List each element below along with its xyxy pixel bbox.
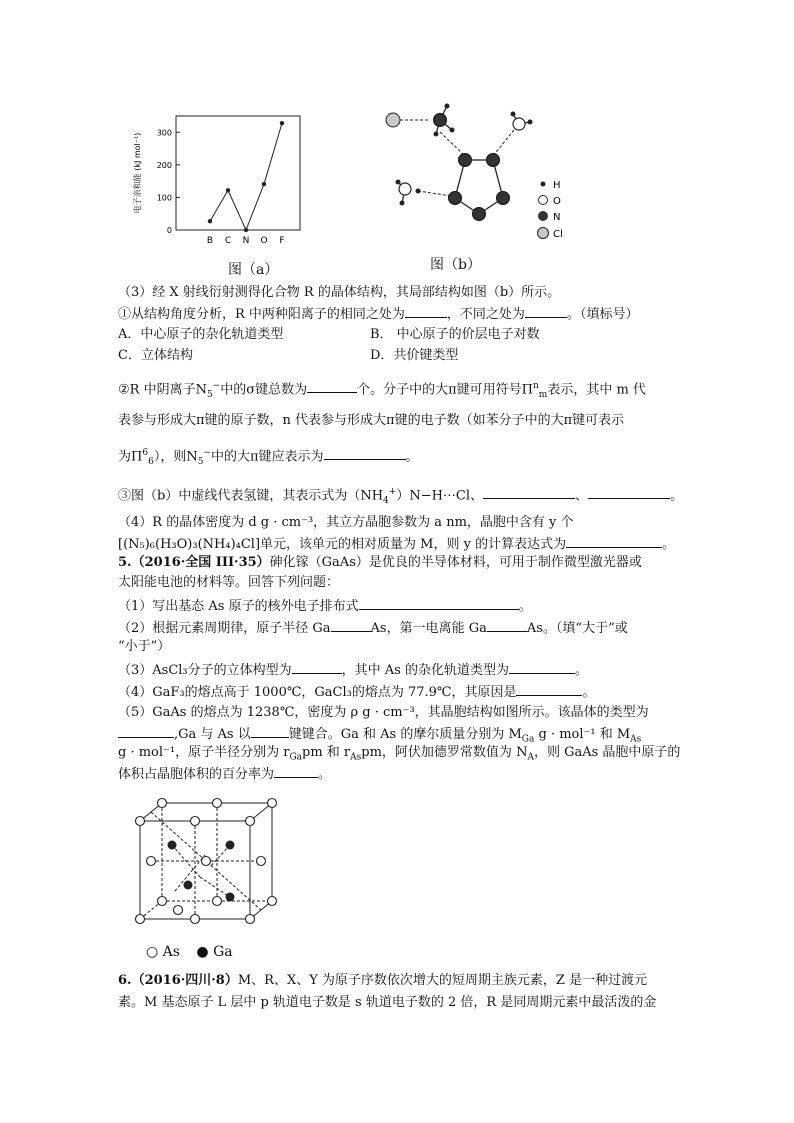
x-tick-label-O: O [260,236,268,246]
q3-sub2-line2: 表参与形成大π键的原子数，n 代表参与形成大π键的电子数（如苯分子中的大π键可表示 [118,413,625,428]
q5-part5-line1: （5）GaAs 的熔点为 1238℃，密度为 ρ g · cm⁻³，其晶胞结构如图所示。该晶体的类型为 [118,705,649,720]
answer-blank[interactable] [588,485,670,499]
q3-option-c: C．立体结构 [118,348,193,363]
q5-line2: 太阳能电池的材料等。回答下列问题： [118,575,340,590]
q5-part1: （1）写出基态 As 原子的核外电子排布式 。 [118,596,532,616]
data-point-N [244,228,248,232]
figure-b-structure [380,100,580,250]
figure-a-chart [130,112,305,247]
answer-blank[interactable] [324,446,406,460]
q3-option-b: B． 中心原子的价层电子对数 [370,327,540,342]
gaas-unit-cell [130,795,290,935]
x-tick-label-F: F [279,236,285,246]
answer-blank[interactable] [566,534,662,548]
q5-line1: 5.（2016·全国 III·35）砷化镓（GaAs）是优良的半导体材料，可用于制作微型激光器或 [118,555,642,570]
x-tick-label-N: N [242,236,250,246]
q6-line2: 素。M 基态原子 L 层中 p 轨道电子数是 s 轨道电子数的 2 倍，R 是同周期元素中最活泼的金 [118,995,657,1010]
as-open-circle-icon: ○ [146,944,159,960]
q3-sub2-line3: 为$\Pi^6_6$），则$N_5^-$中的大π键应表示为 。 [118,448,419,467]
y-tick-label: 100 [156,193,172,203]
y-tick-label: 300 [156,128,172,138]
legend-n: N [553,212,561,223]
q6-line1: 6.（2016·四川·8）M、R、X、Y 为原子序数依次增大的短周期主族元素，Z 是一种过渡元 [118,973,648,988]
cell-legend: ○ As ● Ga [146,944,233,960]
answer-blank[interactable] [118,724,174,738]
answer-blank[interactable] [525,304,567,318]
legend-h: H [553,180,561,191]
y-tick-label: 200 [156,160,172,170]
answer-blank[interactable] [307,379,357,393]
y-axis-label: 电子亲和能 (kJ mol⁻¹) [133,132,142,214]
answer-blank[interactable] [487,618,527,632]
data-point-C [226,188,230,192]
answer-blank[interactable] [359,596,519,610]
answer-blank[interactable] [483,485,575,499]
ga-filled-circle-icon: ● [196,944,209,960]
q5-part5-line4: 体积占晶胞体积的百分率为 。 [118,764,331,784]
figure-a-caption: 图（a） [228,262,279,278]
x-tick-label-C: C [224,236,232,246]
series-line [210,123,282,230]
answer-blank[interactable] [405,304,447,318]
q5-part2: （2）根据元素周期律，原子半径 Ga As，第一电离能 Ga As。（填“大于”或 [118,618,628,638]
q5-part3: （3）AsCl₃分子的立体构型为 ，其中 As 的杂化轨道类型为 。 [118,660,588,680]
y-tick-label: 0 [166,226,172,235]
legend-cl: Cl [553,229,563,240]
answer-blank[interactable] [516,682,582,696]
q5-part5-line3: g · mol⁻¹，原子半径分别为 $r_{Ga}pm$ 和 $r_{As}pm$，阿伏加德罗常数值为 $N_A$，则 GaAs 晶胞中原子的 [118,745,681,763]
q5-part2-cont: “小于”） [118,639,171,654]
q3-sub3: ③图（b）中虚线代表氢键，其表示式为$(NH_4^+)N-H\cdots Cl$、 、 。 [118,487,684,506]
data-point-B [208,219,212,223]
x-tick-label-B: B [206,236,214,246]
figure-b-caption: 图（b） [430,257,481,273]
data-point-O [262,182,266,186]
q3-intro: （3）经 X 射线衍射测得化合物 R 的晶体结构，其局部结构如图（b）所示。 [118,285,561,300]
answer-blank[interactable] [251,724,289,738]
q4-line1: （4）R 的晶体密度为 d g · cm⁻³，其立方晶胞参数为 a nm，晶胞中含有 y 个 [118,515,574,530]
answer-blank[interactable] [509,660,575,674]
answer-blank[interactable] [274,764,318,778]
q3-sub2-line1: ②R 中阴离子$N_5^-$中的σ键总数为 个。分子中的大π键可用符号$\Pi^n_m$表示，其中 m 代 [118,381,646,400]
q5-part4: （4）GaF₃的熔点高于 1000℃，GaCl₃的熔点为 77.9℃，其原因是 。 [118,682,595,702]
legend-o: O [553,196,561,207]
answer-blank[interactable] [331,618,371,632]
q5-part5-line2: ,Ga 与 As 以 键键合。Ga 和 As 的摩尔质量分别为 $M_{Ga}$ g · mol⁻¹ 和 $M_{As}$ [118,724,641,749]
data-point-F [280,121,284,125]
q3-option-d: D．共价键类型 [370,348,459,363]
answer-blank[interactable] [292,660,342,674]
q4-line2: [(N₅)₆(H₃O)₃(NH₄)₄Cl]单元，该单元的相对质量为 M，则 y 的计算表达式为 。 [118,534,675,554]
q3-option-a: A．中心原子的杂化轨道类型 [118,327,284,342]
q3-sub1: ①从结构角度分析，R 中两种阳离子的相同之处为 ，不同之处为 。（填标号） [118,304,638,324]
